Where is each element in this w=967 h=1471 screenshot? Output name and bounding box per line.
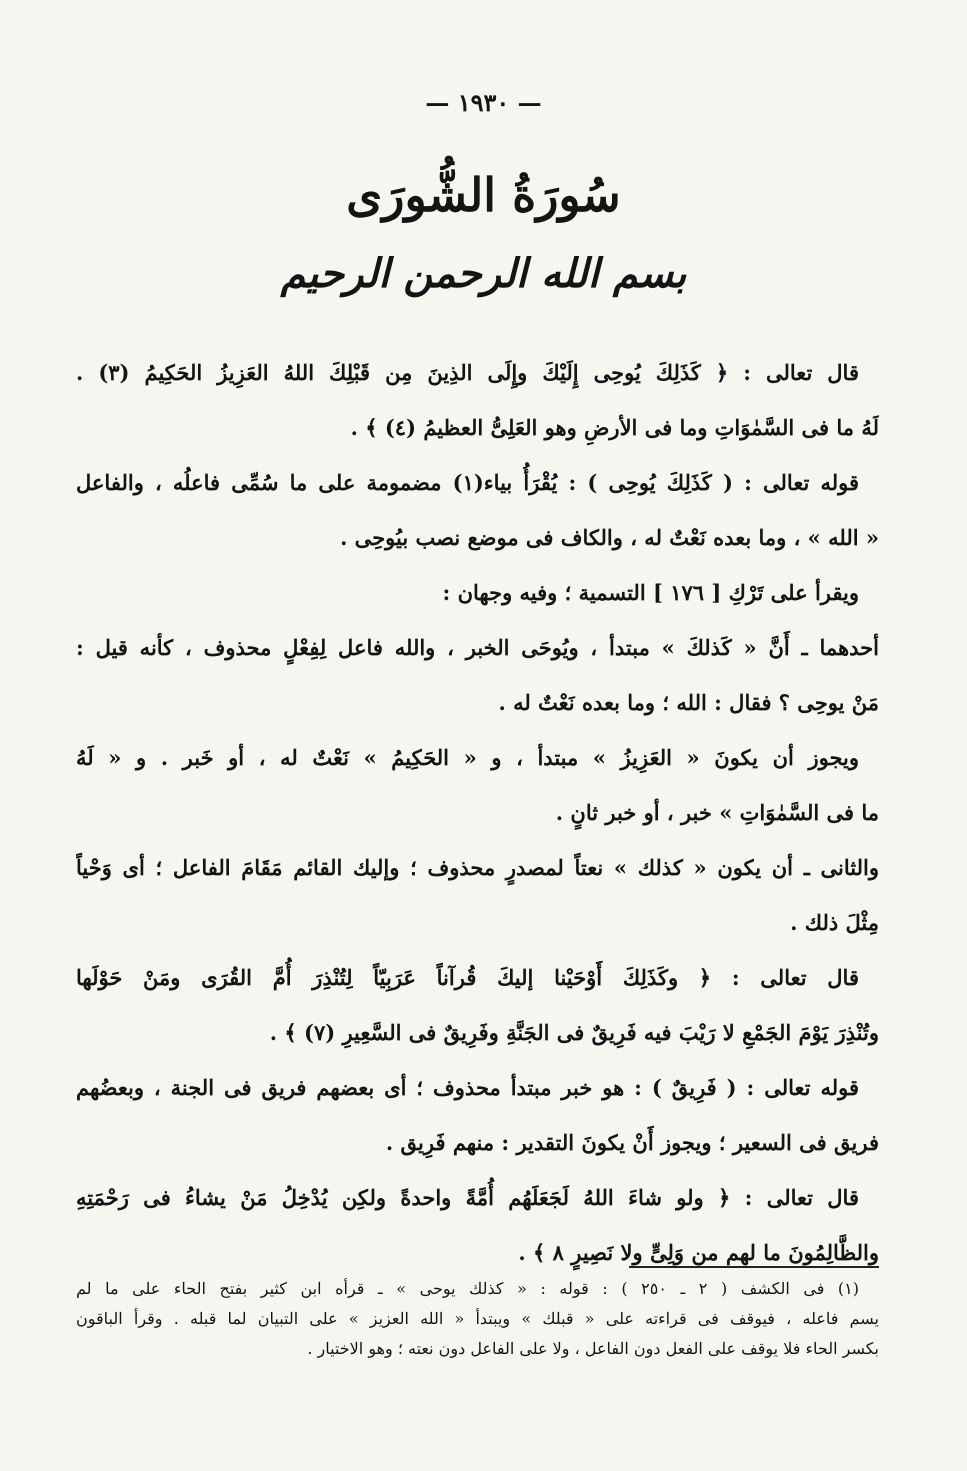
footnotes	[76, 1274, 879, 1364]
basmala: بسم الله الرحمن الرحيم	[280, 250, 687, 297]
footnote-line: (١) فى الكشف ( ٢ ـ ٢٥٠ ) : قوله : « كذلك يوحى » ـ قرأه ابن كثير بفتح الحاء على ما لم	[76, 1279, 860, 1298]
main-text	[76, 345, 879, 1280]
text-line: قال تعالى : ﴿ وكَذَلِكَ أَوْحَيْنا إليكَ قُرآناً عَرَبِيّاً لِتُنْذِرَ أُمَّ القُرَى ومَنْ حَوْلَها	[76, 965, 859, 990]
text-line: والظَّالِمُونَ ما لهم من وَلِىٍّ ولا نَصِيرٍ ٨ ﴾ .	[518, 1240, 879, 1265]
footnote-divider	[629, 1266, 879, 1268]
surah-title: سُورَةُ الشُّورَى	[346, 168, 621, 222]
text-line: قال تعالى : ﴿ كَذَلِكَ يُوحِى إِلَيْكَ وإِلَى الذِينَ مِن قَبْلِكَ اللهُ العَزِيزُ الحَكِيمُ (٣) .	[76, 360, 859, 385]
footnote-line: يسم فاعله ، فيوقف فى قراءته على « قبلك » ويبتدأ « الله العزيز » على التبيان لما قبله . وقرأ الباقون	[76, 1309, 879, 1328]
text-line: ما فى السَّمٰوَاتِ » خبر ، أو خبر ثانٍ .	[555, 800, 879, 825]
text-line: وتُنْذِرَ يَوْمَ الجَمْعِ لا رَيْبَ فيه فَرِيقٌ فى الجَنَّةِ وفَرِيقٌ فى السَّعِيرِ (٧) ﴾ .	[269, 1020, 879, 1045]
text-line: مِثْلَ ذلك .	[790, 910, 879, 935]
text-line: « الله » ، وما بعده نَعْتٌ له ، والكاف فى موضع نصب بيُوحِى .	[340, 525, 879, 550]
text-line: ويجوز أن يكونَ « العَزِيزُ » مبتدأ ، و « الحَكِيمُ » نَعْتٌ له ، أو خَبر . و « لَهُ	[76, 745, 859, 770]
text-line: ويقرأ على تَرْكِ [ ١٧٦ ] التسمية ؛ وفيه وجهان :	[442, 580, 859, 605]
text-line: لَهُ ما فى السَّمٰوَاتِ وما فى الأرضِ وهو العَلِىُّ العظيمُ (٤) ﴾ .	[350, 415, 879, 440]
text-line: أحدهما ـ أَنَّ « كَذلكَ » مبتدأ ، ويُوحَى الخبر ، والله فاعل لِفِعْلٍ محذوف ، كأنه قيل :	[76, 635, 879, 660]
text-line: قوله تعالى : ( كَذَلِكَ يُوحِى ) : يُقْرَأُ بياء(١) مضمومة على ما سُمِّى فاعلُه ، والفاعل	[76, 470, 859, 495]
footnote-line: بكسر الحاء فلا يوقف على الفعل دون الفاعل ، ولا على الفاعل دون نعته ؛ وهو الاختيار .	[307, 1339, 879, 1358]
text-line: قال تعالى : ﴿ ولو شاءَ اللهُ لَجَعَلَهُم أُمَّةً واحدةً ولكِن يُدْخِلُ مَنْ يشاءُ فى رَحْمَتِهِ	[76, 1185, 859, 1210]
text-line: فريق فى السعير ؛ ويجوز أَنْ يكونَ التقدير : منهم فَرِيق .	[385, 1130, 879, 1155]
text-line: مَنْ يوحِى ؟ فقال : الله ؛ وما بعده نَعْتٌ له .	[498, 690, 879, 715]
text-line: والثانى ـ أن يكون « كذلك » نعتاً لمصدرٍ محذوف ؛ وإليك القائم مَقَامَ الفاعل ؛ أى وَحْياً	[76, 855, 879, 880]
text-line: قوله تعالى : ( فَرِيقٌ ) : هو خبر مبتدأ محذوف ؛ أى بعضهم فريق فى الجنة ، وبعضُهم	[76, 1075, 859, 1100]
page-number: — ١٩٣٠ —	[425, 88, 542, 117]
